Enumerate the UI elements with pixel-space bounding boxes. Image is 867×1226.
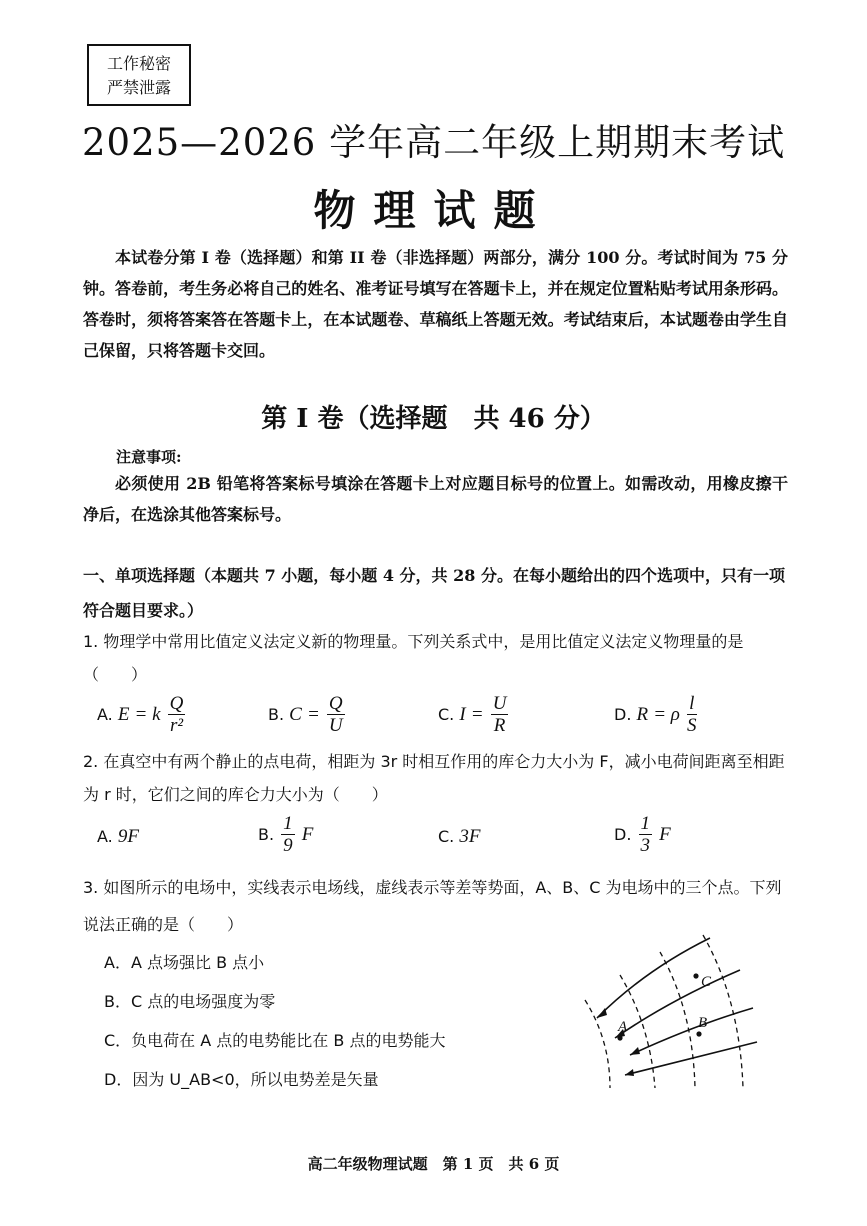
page-footer: 高二年级物理试题 第 1 页 共 6 页 [307, 1155, 560, 1173]
exam-title: 2025—2026 学年高二年级上期期末考试 [82, 121, 786, 164]
label-a: A [618, 1019, 628, 1035]
question-2-stem: 2. 在真空中有两个静止的点电荷，相距为 3r 时相互作用的库仑力大小为 F，减小电荷间距离至相距为 r 时，它们之间的库仑力大小为（ ） [83, 752, 785, 804]
label-c: C [701, 974, 712, 990]
subject-title: 物理试题 [313, 186, 554, 235]
q2-b-fraction: $\frac{1}{9}$ [283, 813, 293, 856]
q2-option-c[interactable]: C. 3F [438, 826, 481, 847]
notes-body: 必须使用 2B 铅笔将答案标号填涂在答题卡上对应题目标号的位置上。如需改动，用橡皮擦干净后，在选涂其他答案标号。 [83, 474, 788, 524]
q1-a-fraction: $\frac{Q}{\text{r²}}$ [169, 693, 184, 736]
question-1-stem: 1. 物理学中常用比值定义法定义新的物理量。下列关系式中，是用比值定义法定义物理量的是（ ） [83, 632, 744, 684]
q3-option-a[interactable]: A．A 点场强比 B 点小 [104, 953, 265, 972]
q1-b-fraction: $\frac{Q}{U}$ [328, 693, 343, 736]
confidential-line-2: 严禁泄露 [106, 78, 171, 97]
point-b [696, 1031, 701, 1036]
confidential-stamp [87, 44, 191, 106]
section-heading: 一、单项选择题（本题共 7 小题，每小题 4 分，共 28 分。在每小题给出的四个选项中，只有一项符合题目要求。） [83, 566, 785, 620]
q1-c-fraction: $\frac{U}{R}$ [492, 693, 507, 736]
point-a [617, 1035, 622, 1040]
volume-title: 第 I 卷（选择题 共 46 分） [261, 404, 606, 434]
q1-option-c[interactable]: C. I = $\frac{U}{R}$ [438, 693, 507, 736]
q2-d-fraction: $\frac{1}{3}$ [640, 813, 650, 856]
label-b: B [698, 1015, 708, 1031]
confidential-line-1: 工作秘密 [106, 54, 171, 73]
q2-option-d[interactable]: D. $\frac{1}{3}$ F [614, 813, 671, 856]
q1-option-a[interactable]: A. E = k $\frac{Q}{\text{r²}}$ [97, 693, 184, 736]
field-line-2 [615, 970, 740, 1038]
q1-d-fraction: $\frac{l}{S}$ [687, 693, 697, 736]
q3-option-c[interactable]: C．负电荷在 A 点的电势能比在 B 点的电势能大 [104, 1031, 446, 1050]
equipotential-3 [660, 952, 695, 1088]
q2-option-a[interactable]: A. 9F [97, 826, 139, 847]
q1-option-b[interactable]: B. C = $\frac{Q}{U}$ [268, 693, 343, 736]
q3-option-b[interactable]: B．C 点的电场强度为零 [104, 992, 276, 1011]
exam-instructions: 本试卷分第 I 卷（选择题）和第 II 卷（非选择题）两部分，满分 100 分。考试时间为 75 分钟。答卷前，考生务必将自己的姓名、准考证号填写在答题卡上，并在规定位置粘贴考试用条形码。答卷时，须将答案答在答题卡上，在本试题卷、草稿纸上答题无效。考试结束后，本试题卷由学生自己保留，只将答题卡交回。 [83, 248, 788, 360]
field-line-1 [597, 938, 710, 1018]
electric-field-figure [575, 930, 775, 1090]
notes-heading: 注意事项: [116, 448, 182, 466]
question-3-stem: 3. 如图所示的电场中，实线表示电场线，虚线表示等差等势面，A、B、C 为电场中的三个点。下列说法正确的是（ ） [83, 878, 782, 934]
equipotential-4 [703, 935, 743, 1088]
q2-option-b[interactable]: B. $\frac{1}{9}$ F [258, 813, 314, 856]
q3-option-d[interactable]: D．因为 U_AB<0，所以电势差是矢量 [104, 1070, 379, 1089]
point-c [693, 973, 698, 978]
q1-option-d[interactable]: D. R = ρ $\frac{l}{S}$ [614, 693, 697, 736]
